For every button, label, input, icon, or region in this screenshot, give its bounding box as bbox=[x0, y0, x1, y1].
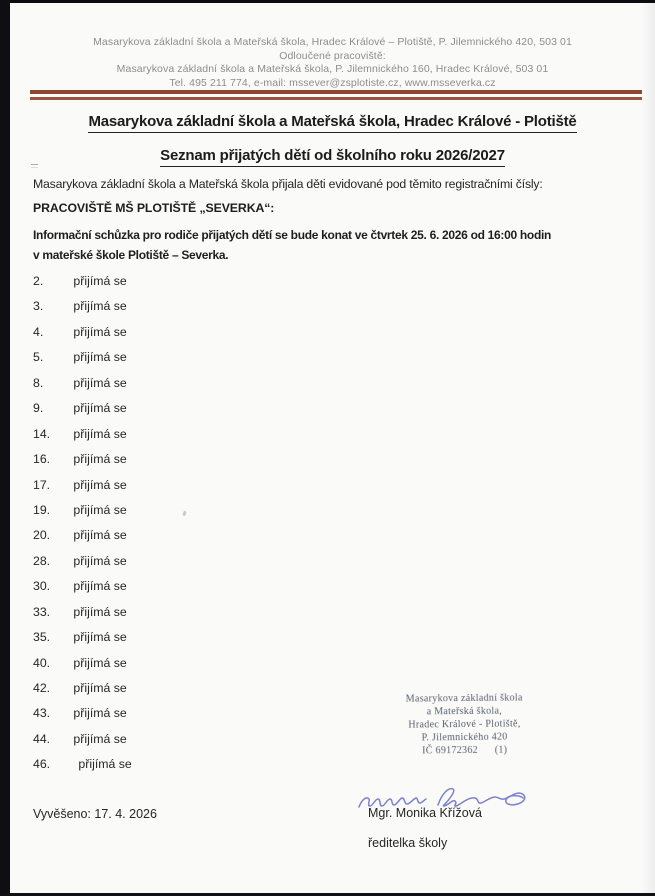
letterhead-line: Masarykova základní škola a Mateřská škola, Hradec Králové – Plotiště, P. Jilemnického 420, 503 01 bbox=[93, 36, 572, 48]
admission-status: přijímá se bbox=[73, 553, 127, 568]
admission-number: 9. bbox=[33, 401, 44, 416]
admission-status: přijímá se bbox=[73, 350, 127, 365]
admission-status: přijímá se bbox=[73, 324, 127, 339]
document-subtitle bbox=[10, 147, 655, 164]
posted-date: Vyvěšeno: 17. 4. 2026 bbox=[33, 807, 157, 821]
admission-row bbox=[33, 498, 132, 523]
admission-status: přijímá se bbox=[73, 401, 127, 416]
admission-row bbox=[33, 269, 132, 294]
admission-row bbox=[33, 676, 132, 701]
letterhead-line: Tel. 495 211 774, e-mail: mssever@zsplotiste.cz, www.msseverka.cz bbox=[169, 76, 496, 89]
meeting-notice-line: v mateřské škole Plotiště – Severka. bbox=[33, 248, 229, 262]
signer-role: ředitelka školy bbox=[368, 836, 448, 850]
admission-status: přijímá se bbox=[73, 502, 127, 517]
admission-status: přijímá se bbox=[73, 426, 127, 441]
admission-number: 35. bbox=[33, 630, 51, 645]
document-subtitle-text: Seznam přijatých dětí od školního roku 2026/2027 bbox=[160, 147, 505, 167]
admission-number: 14. bbox=[33, 426, 51, 441]
admission-status: přijímá se bbox=[73, 528, 127, 543]
admission-number: 17. bbox=[33, 477, 51, 492]
admission-row bbox=[33, 625, 132, 650]
admission-number: 8. bbox=[33, 375, 44, 390]
stamp-line: IČ 69172362 (1) bbox=[422, 744, 508, 757]
admission-number: 44. bbox=[33, 731, 51, 746]
admission-number: 5. bbox=[33, 350, 44, 365]
admission-number: 43. bbox=[33, 706, 51, 721]
admission-number: 3. bbox=[33, 299, 44, 314]
admission-row bbox=[33, 549, 132, 574]
stamp-line: Masarykova základní škola bbox=[405, 692, 523, 705]
scan-speck bbox=[182, 511, 186, 517]
admission-status: přijímá se bbox=[73, 706, 127, 721]
meeting-notice bbox=[33, 225, 551, 265]
admission-row bbox=[33, 574, 132, 599]
admission-row bbox=[33, 727, 132, 752]
document-title bbox=[10, 113, 655, 130]
letterhead-line: Masarykova základní škola a Mateřská škola, P. Jilemnického 160, Hradec Králové, 503 01 bbox=[116, 63, 549, 75]
admission-number: 4. bbox=[33, 324, 44, 339]
admissions-list bbox=[33, 269, 132, 778]
admission-row bbox=[33, 447, 132, 472]
letterhead bbox=[10, 36, 655, 90]
admission-status: přijímá se bbox=[73, 274, 127, 288]
letterhead-line: Odloučené pracoviště: bbox=[279, 49, 386, 62]
admission-number: 16. bbox=[33, 452, 51, 467]
admission-row bbox=[33, 651, 132, 676]
admission-row bbox=[33, 371, 132, 396]
admission-status: přijímá se bbox=[73, 299, 127, 314]
admission-status: přijímá se bbox=[73, 604, 127, 619]
admission-row bbox=[33, 396, 132, 421]
admission-number: 28. bbox=[33, 553, 51, 568]
admission-row bbox=[33, 294, 132, 319]
admission-number: 30. bbox=[33, 579, 51, 594]
admission-number: 20. bbox=[33, 528, 51, 543]
admission-status: přijímá se bbox=[73, 375, 127, 390]
section-heading: PRACOVIŠTĚ MŠ PLOTIŠTĚ „SEVERKA“: bbox=[33, 201, 275, 215]
admission-row bbox=[33, 320, 132, 345]
document-title-text: Masarykova základní škola a Mateřská škola, Hradec Králové - Plotiště bbox=[88, 113, 576, 133]
admission-number: 40. bbox=[33, 655, 51, 670]
admission-number: 33. bbox=[33, 604, 51, 619]
stamp-line: Hradec Králové - Plotiště, bbox=[408, 718, 521, 731]
paper bbox=[10, 3, 655, 893]
admission-row bbox=[33, 473, 132, 498]
admission-row bbox=[33, 600, 132, 625]
admission-number: 46. bbox=[33, 757, 51, 772]
letterhead-rule-top bbox=[30, 90, 642, 94]
stamp-line: a Mateřská škola, bbox=[426, 705, 503, 718]
admission-status: přijímá se bbox=[78, 757, 132, 772]
signer-name: Mgr. Monika Křížová bbox=[368, 806, 482, 820]
school-stamp bbox=[372, 691, 558, 758]
admission-number: 2. bbox=[33, 274, 44, 288]
admission-status: přijímá se bbox=[73, 681, 127, 695]
admission-number: 42. bbox=[33, 681, 51, 695]
admission-row bbox=[33, 523, 132, 548]
meeting-notice-line: Informační schůzka pro rodiče přijatých dětí se bude konat ve čtvrtek 25. 6. 2026 od 16:00 hodin bbox=[33, 228, 552, 242]
signature-stroke-last bbox=[438, 789, 525, 806]
admission-status: přijímá se bbox=[73, 630, 127, 645]
scan-smudge bbox=[31, 164, 38, 169]
admission-number: 19. bbox=[33, 502, 51, 517]
admission-row bbox=[33, 345, 132, 370]
admission-row bbox=[33, 701, 132, 726]
stamp-line: P. Jilemnického 420 bbox=[421, 731, 508, 744]
letterhead-rule-bottom bbox=[30, 97, 642, 100]
admission-status: přijímá se bbox=[73, 731, 127, 746]
scan-edge-left bbox=[0, 0, 10, 896]
admission-status: přijímá se bbox=[73, 477, 127, 492]
admission-status: přijímá se bbox=[73, 452, 127, 467]
admission-row bbox=[33, 752, 132, 777]
admission-status: přijímá se bbox=[73, 579, 127, 594]
intro-text: Masarykova základní škola a Mateřská škola přijala děti evidované pod těmito registračními čísly: bbox=[33, 177, 543, 191]
scan-shadow-right bbox=[641, 3, 655, 893]
admission-status: přijímá se bbox=[73, 655, 127, 670]
admission-row bbox=[33, 422, 132, 447]
